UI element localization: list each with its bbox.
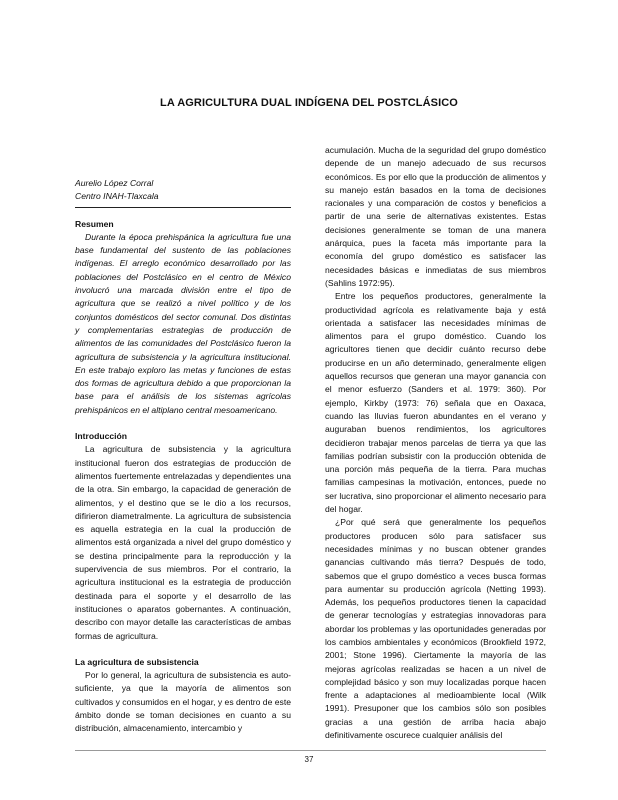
resumen-heading: Resumen: [75, 218, 114, 229]
intro-heading: Introducción: [75, 431, 128, 442]
author-name: Aurelio López Corral: [75, 178, 154, 188]
right-column: [325, 144, 546, 742]
spacer: [75, 417, 291, 430]
page-title: LA AGRICULTURA DUAL INDÍGENA DEL POSTCLÁSICO: [160, 97, 458, 109]
subsistence-heading: La agricultura de subsistencia: [75, 656, 199, 667]
right-paragraph-1: acumulación. Mucha de la seguridad del grupo doméstico depende de un manejo adecuado de sus recursos económicos. Es por ello que la producción de alimentos y su manejo están basados en la toma de decisiones racionales y una comparación de costos y beneficios a partir de una serie de alternativas existentes. Estas decisiones generalmente se toman de una manera anárquica, pues la faceta más importante para la economía del grupo doméstico es satisfacer las necesidades básicas e inmediatas de sus miembros (Sahlins 1972:95).: [325, 145, 546, 288]
author-affiliation: Centro INAH-Tlaxcala: [75, 191, 159, 202]
resumen-text: Durante la época prehispánica la agricultura fue una base fundamental del sustento de las poblaciones indígenas. El arreglo económico desarrollado por las poblaciones del Postclásico en el centro de México involucró una marcada división entre el tipo de agricultura que se realizó a nivel político y de los conjuntos domésticos del sector comunal. Dos distintas y complementarias estrategias de producción de alimentos de las comunidades del Postclásico fueron la agricultura de subsistencia y la agricultura institucional. En este trabajo exploro las metas y funciones de estas dos formas de agricultura debido a que proporcionan la base para el análisis de los sistemas agrícolas prehispánicos en el altiplano central mesoamericano.: [75, 231, 291, 415]
footer-rule: [75, 750, 546, 751]
author-rule: [75, 207, 291, 208]
right-paragraph-2: Entre los pequeños productores, generalmente la productividad agrícola es relativamente baja y está orientada a satisfacer las necesidades mínimas de alimentos para el grupo doméstico. Cuando los agricultores tienen que decidir cuánto recurso debe producirse en un año determinado, generalmente eligen aquellos recursos que generan una mayor ganancia con el menor esfuerzo (Sanders et al. 1979: 360). Por ejemplo, Kirkby (1973: 76) señala que en Oaxaca, cuando las lluvias fueron abundantes en el verano y auguraban buenos rendimientos, los agricultores decidieron trabajar menos parcelas de tierra ya que las familias podrían subsistir con la producción obtenida de una porción más pequeña de la tierra. Para muchas familias campesinas la motivación, entonces, puede no ser lucrativa, sino proporcionar el alimento necesario para del hogar.: [325, 291, 546, 515]
intro-text: La agricultura de subsistencia y la agricultura institucional fueron dos estrategias de producción de alimentos fuertemente entrelazadas y dependientes una de la otra. Sin embargo, la capacidad de generación de alimentos, y el destino que se le dio a los recursos, difirieron diametralmente. La agricultura de subsistencia es aquella estrategia en la cual la producción de alimentos está organizada a nivel del grupo doméstico y se destina principalmente para la reproducción y la supervivencia de sus miembros. Por el contrario, la agricultura institucional es la estrategia de producción destinada para el soporte y el desarrollo de las instituciones o aparatos gobernantes. A continuación, describo con mayor detalle las características de ambas formas de agricultura.: [75, 444, 291, 641]
page-number: 37: [304, 755, 314, 764]
spacer: [75, 643, 291, 656]
left-column: [75, 177, 291, 736]
subsistence-text: Por lo general, la agricultura de subsistencia es auto-suficiente, ya que la mayoría de alimentos son cultivados y consumidos en el hogar, y es dentro de este ámbito donde se toman decisiones en cuanto a su distribución, almacenamiento, intercambio y: [75, 670, 291, 734]
right-paragraph-3: ¿Por qué será que generalmente los pequeños productores producen sólo para satisfacer sus necesidades mínimas y no buscan obtener grandes ganancias cultivando más tierra? Después de todo, sabemos que el grupo doméstico a veces busca formas para aumentar su producción agrícola (Netting 1993). Además, los pequeños productores tienen la capacidad de generar tecnologías y estrategias innovadoras para abordar los problemas y las oportunidades generadas por los cambios ambientales y económicos (Brookfield 1972, 2001; Stone 1996). Ciertamente la mayoría de las mejoras agrícolas realizadas se hacen a un nivel de complejidad básico y son muy localizadas porque hacen frente a adaptaciones al medioambiente local (Wilk 1991). Presuponer que los cambios sólo son posibles gracias a una gestión de arriba hacia abajo definitivamente oscurece cualquier análisis del: [325, 517, 546, 741]
